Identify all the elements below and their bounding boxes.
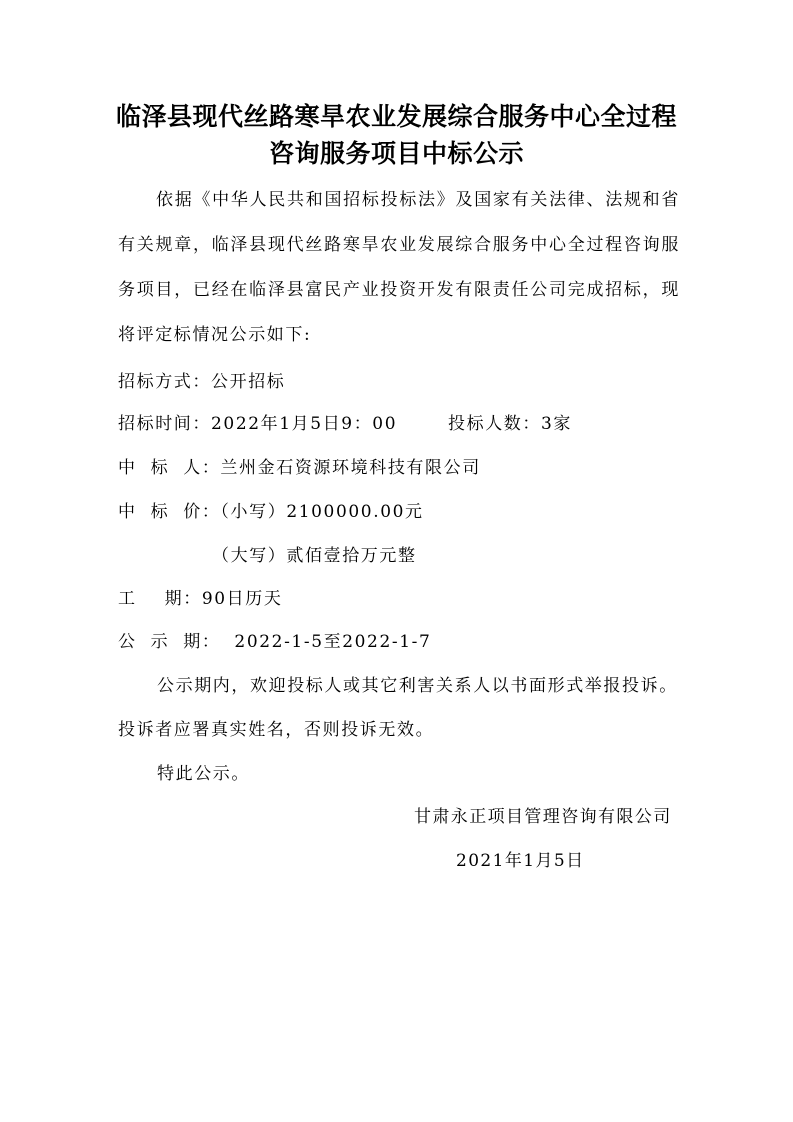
issue-date: 2021年1月5日 <box>456 851 585 871</box>
document-title-line-2: 咨询服务项目中标公示 <box>268 139 524 168</box>
winning-price-figures: 中 标 价：（小写）2100000.00元 <box>118 502 424 522</box>
bidder-count: 投标人数：3家 <box>448 414 573 434</box>
intro-paragraph: 依据《中华人民共和国招标投标法》及国家有关法律、法规和省有关规章，临泽县现代丝路寒旱农业发展综合服务中心全过程咨询服务项目，已经在临泽县富民产业投资开发有限责任公司完成招标，现将评定标情况公示如下: <box>118 190 680 345</box>
bid-method: 招标方式：公开招标 <box>118 372 286 392</box>
complaint-notice-line-2: 投诉者应署真实姓名，否则投诉无效。 <box>118 720 435 740</box>
contract-duration: 工 期：90日历天 <box>118 589 283 609</box>
closing-remark: 特此公示。 <box>157 764 250 784</box>
winning-bidder: 中 标 人：兰州金石资源环境科技有限公司 <box>118 458 481 478</box>
publicity-period: 公 示 期： 2022-1-5至2022-1-7 <box>118 632 432 652</box>
issuer-company: 甘肃永正项目管理咨询有限公司 <box>414 807 672 827</box>
document-title-line-1: 临泽县现代丝路寒旱农业发展综合服务中心全过程 <box>115 102 677 131</box>
winning-price-words: （大写）贰佰壹拾万元整 <box>212 546 417 566</box>
complaint-notice-line-1: 公示期内，欢迎投标人或其它利害关系人以书面形式举报投诉。 <box>157 676 678 696</box>
bid-time: 招标时间：2022年1月5日9：00 <box>118 414 398 434</box>
